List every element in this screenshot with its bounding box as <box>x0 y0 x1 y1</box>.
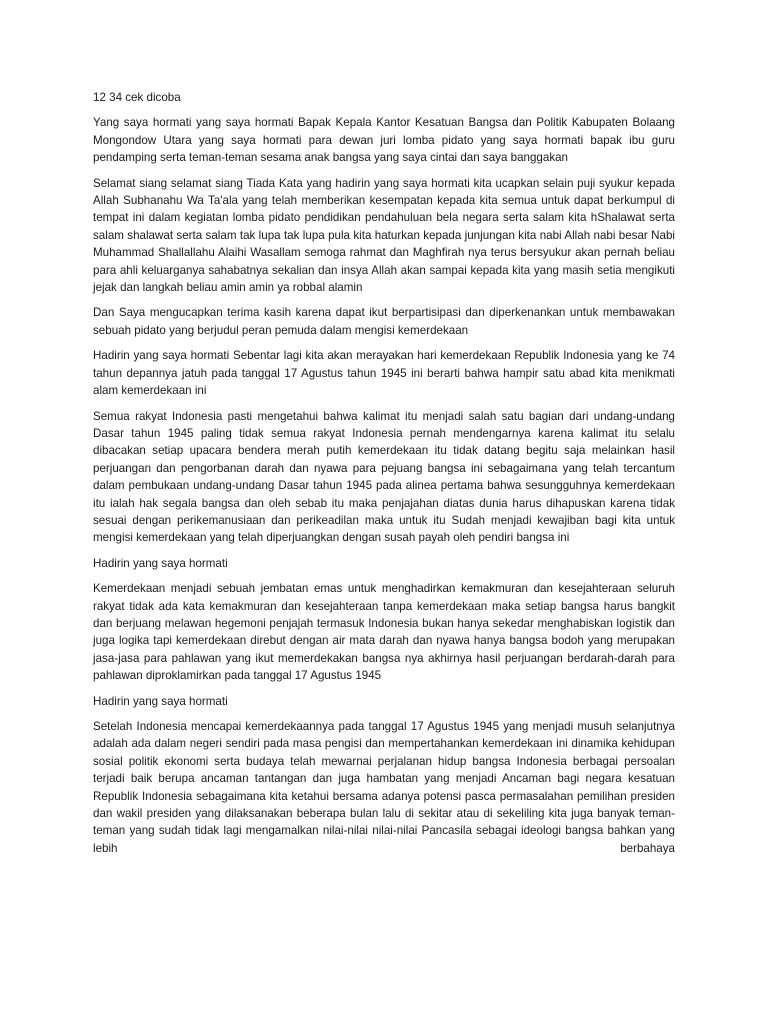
paragraph-greeting: Yang saya hormati yang saya hormati Bapak Kepala Kantor Kesatuan Bangsa dan Politik Kabupaten Bolaang Mongondow Utara yang saya hormati para dewan juri lomba pidato yang saya hormati bapak ibu guru pendamping serta teman-teman sesama anak bangsa yang saya cintai dan saya banggakan <box>93 116 675 165</box>
paragraph-after-independence: Setelah Indonesia mencapai kemerdekaannya pada tanggal 17 Agustus 1945 yang menjadi musuh selanjutnya adalah ada dalam negeri sendiri pada masa pengisi dan mempertahankan kemerdekaan ini dinamika kehidupan sosial politik ekonomi serta budaya telah mewarnai perjalanan hidup bangsa Indonesia berbagai persoalan terjadi baik berupa ancaman tantangan dan juga hambatan yang menjadi Ancaman bagi negara kesatuan Republik Indonesia sebagaimana kita ketahui bersama adanya potensi pasca permasalahan pemilihan presiden dan wakil presiden yang dilaksanakan beberapa bulan lalu di sekitar atau di sekeliling kita juga banyak teman-teman yang sudah tidak lagi mengamalkan nilai-nilai nilai-nilai Pancasila sebagai ideologi bangsa bahkan yang lebih berbahaya <box>93 720 675 855</box>
paragraph-opening-prayer: Selamat siang selamat siang Tiada Kata yang hadirin yang saya hormati kita ucapkan selain puji syukur kepada Allah Subhanahu Wa Ta'ala yang telah memberikan kesempatan kepada kita semua untuk dapat berkumpul di tempat ini dalam kegiatan lomba pidato pendidikan pendahuluan bela negara serta salam kita hShalawat serta salam shalawat serta salam tak lupa tak lupa pula kita haturkan kepada junjungan kita nabi Allah nabi besar Nabi Muhammad Shallallahu Alaihi Wasallam semoga rahmat dan Maghfirah nya terus bersyukur akan pernah beliau para ahli keluarganya sahabatnya sekalian dan insya Allah akan sampai kepada kita yang masih setia mengikuti jejak dan langkah beliau amin amin ya robbal alamin <box>93 176 675 295</box>
paragraph-address-1: Hadirin yang saya hormati <box>93 556 228 570</box>
document-body <box>93 89 675 865</box>
document-title-line: 12 34 cek dicoba <box>93 91 181 104</box>
paragraph-independence-day: Hadirin yang saya hormati Sebentar lagi kita akan merayakan hari kemerdekaan Republik Indonesia yang ke 74 tahun depannya jatuh pada tanggal 17 Agustus tahun 1945 ini berarti bahwa hampir satu abad kita menikmati alam kemerdekaan ini <box>93 349 675 398</box>
paragraph-constitution: Semua rakyat Indonesia pasti mengetahui bahwa kalimat itu menjadi salah satu bagian dari undang-undang Dasar tahun 1945 paling tidak semua rakyat Indonesia pernah mendengarnya karena kalimat itu selalu dibacakan setiap upacara bendera merah putih kemerdekaan itu tidak datang begitu saja melainkan hasil perjuangan dan pengorbanan darah dan nyawa para pejuang bangsa ini sebagaimana yang telah tercantum dalam pembukaan undang-undang Dasar tahun 1945 pada alinea pertama bahwa sesungguhnya kemerdekaan itu ialah hak segala bangsa dan oleh sebab itu maka penjajahan diatas dunia harus dihapuskan karena tidak sesuai dengan perikemanusiaan dan perikeadilan maka untuk itu Sudah menjadi kewajiban bagi kita untuk mengisi kemerdekaan yang telah diperjuangkan dengan susah payah oleh pendiri bangsa ini <box>93 409 675 545</box>
paragraph-thanks: Dan Saya mengucapkan terima kasih karena dapat ikut berpartisipasi dan diperkenankan untuk membawakan sebuah pidato yang berjudul peran pemuda dalam mengisi kemerdekaan <box>93 306 675 337</box>
paragraph-golden-bridge: Kemerdekaan menjadi sebuah jembatan emas untuk menghadirkan kemakmuran dan kesejahteraan seluruh rakyat tidak ada kata kemakmuran dan kesejahteraan tanpa kemerdekaan maka setiap bangsa harus bangkit dan berjuang melawan hegemoni penjajah termasuk Indonesia bukan hanya sekedar menghabiskan logistik dan juga logika tapi kemerdekaan direbut dengan air mata darah dan nyawa hanya bangsa bodoh yang merupakan jasa-jasa para pahlawan yang ikut memerdekakan bangsa nya akhirnya hasil perjuangan berdarah-darah para pahlawan diproklamirkan pada tanggal 17 Agustus 1945 <box>93 582 675 683</box>
paragraph-address-2: Hadirin yang saya hormati <box>93 694 228 708</box>
